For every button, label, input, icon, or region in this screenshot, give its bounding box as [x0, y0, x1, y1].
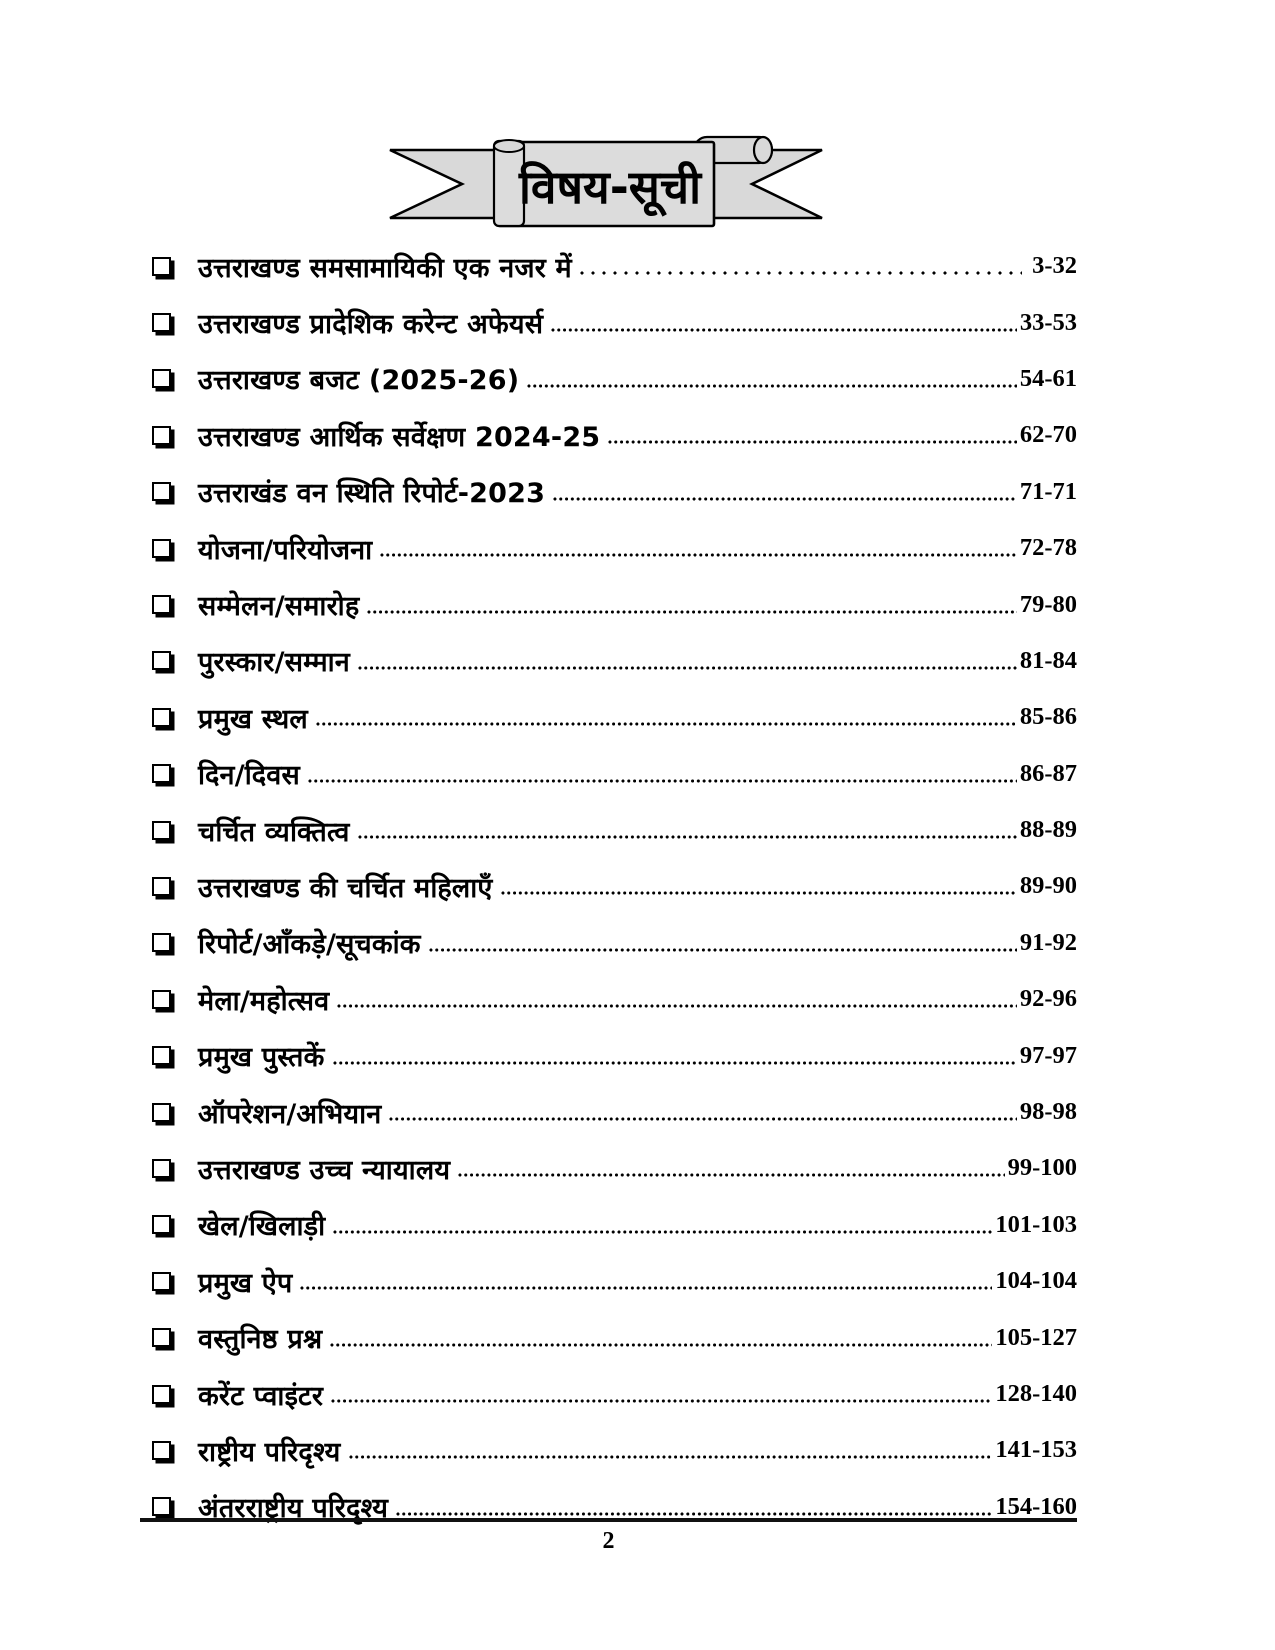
dotted-leader	[429, 928, 1017, 958]
dotted-leader	[389, 1097, 1016, 1127]
toc-row	[150, 1027, 1077, 1083]
toc-item-title: उत्तराखण्ड समसामायिकी एक नजर में	[198, 252, 572, 284]
toc-row	[150, 915, 1077, 971]
checkbox-bullet-icon	[152, 539, 171, 558]
toc-item-pages: 33-53	[1019, 308, 1077, 336]
dotted-leader	[580, 251, 1022, 281]
toc-row	[150, 971, 1077, 1027]
dotted-leader	[501, 871, 1017, 901]
toc-item-title: पुरस्कार/सम्मान	[198, 647, 350, 679]
dotted-leader	[333, 1210, 992, 1240]
toc-list	[150, 238, 1077, 1535]
dotted-leader	[337, 984, 1016, 1014]
toc-row	[150, 294, 1077, 350]
checkbox-bullet-icon	[152, 1103, 171, 1122]
toc-row	[150, 858, 1077, 914]
toc-item-title: रिपोर्ट/आँकड़े/सूचकांक	[198, 929, 421, 961]
toc-item-pages: 72-78	[1019, 534, 1077, 562]
toc-item-pages: 86-87	[1019, 759, 1077, 787]
toc-row	[150, 1140, 1077, 1196]
checkbox-bullet-icon	[152, 651, 171, 670]
toc-row	[150, 1197, 1077, 1253]
toc-item-title: उत्तराखण्ड प्रादेशिक करेन्ट अफेयर्स	[198, 309, 544, 341]
toc-item-title: वस्तुनिष्ठ प्रश्न	[198, 1324, 323, 1356]
ribbon-banner-icon	[386, 126, 826, 232]
toc-item-title: मेला/महोत्सव	[198, 985, 330, 1017]
toc-item-pages: 85-86	[1019, 703, 1077, 731]
toc-item-pages: 154-160	[995, 1492, 1077, 1520]
toc-item-pages: 101-103	[995, 1210, 1077, 1238]
footer-rule	[140, 1518, 1077, 1555]
toc-item-title: सम्मेलन/समारोह	[198, 591, 360, 623]
checkbox-bullet-icon	[152, 933, 171, 952]
toc-item-pages: 97-97	[1019, 1041, 1077, 1069]
checkbox-bullet-icon	[152, 1046, 171, 1065]
toc-row	[150, 1422, 1077, 1478]
dotted-leader	[331, 1379, 992, 1409]
toc-item-title: उत्तराखण्ड की चर्चित महिलाएँ	[198, 872, 493, 904]
toc-item-pages: 81-84	[1019, 646, 1077, 674]
toc-row	[150, 1253, 1077, 1309]
checkbox-bullet-icon	[152, 257, 171, 276]
toc-row	[150, 1084, 1077, 1140]
dotted-leader	[308, 759, 1017, 789]
toc-item-title: उत्तराखण्ड आर्थिक सर्वेक्षण 2024-25	[198, 421, 601, 453]
toc-row	[150, 1366, 1077, 1422]
toc-item-pages: 88-89	[1019, 816, 1077, 844]
dotted-leader	[358, 646, 1017, 676]
checkbox-bullet-icon	[152, 877, 171, 896]
checkbox-bullet-icon	[152, 1272, 171, 1291]
dotted-leader	[333, 1041, 1017, 1071]
dotted-leader	[367, 590, 1016, 620]
toc-row	[150, 520, 1077, 576]
toc-row	[150, 1309, 1077, 1365]
title-banner	[386, 126, 826, 232]
toc-row	[150, 633, 1077, 689]
toc-item-pages: 54-61	[1019, 364, 1077, 392]
toc-item-pages: 98-98	[1019, 1098, 1077, 1126]
dotted-leader	[551, 308, 1017, 338]
toc-item-pages: 92-96	[1019, 985, 1077, 1013]
toc-item-title: करेंट प्वाइंटर	[198, 1380, 324, 1412]
toc-item-title: राष्ट्रीय परिदृश्य	[198, 1436, 341, 1468]
toc-item-title: प्रमुख पुस्तकें	[198, 1042, 325, 1074]
checkbox-bullet-icon	[152, 821, 171, 840]
checkbox-bullet-icon	[152, 426, 171, 445]
dotted-leader	[349, 1435, 993, 1465]
toc-item-title: उत्तराखंड वन स्थिति रिपोर्ट-2023	[198, 478, 546, 510]
toc-item-pages: 79-80	[1019, 590, 1077, 618]
toc-row	[150, 238, 1077, 294]
checkbox-bullet-icon	[152, 1159, 171, 1178]
toc-row	[150, 802, 1077, 858]
checkbox-bullet-icon	[152, 313, 171, 332]
toc-item-pages: 105-127	[995, 1323, 1077, 1351]
toc-row	[150, 407, 1077, 463]
toc-item-pages: 91-92	[1019, 928, 1077, 956]
toc-item-title: अंतरराष्ट्रीय परिदृश्य	[198, 1493, 389, 1525]
dotted-leader	[358, 815, 1017, 845]
page-title: विषय-सूची	[518, 160, 702, 214]
toc-item-pages: 89-90	[1019, 872, 1077, 900]
checkbox-bullet-icon	[152, 482, 171, 501]
toc-row	[150, 689, 1077, 745]
toc-item-pages: 128-140	[995, 1380, 1077, 1407]
toc-item-title: प्रमुख स्थल	[198, 703, 308, 735]
toc-row	[150, 351, 1077, 407]
checkbox-bullet-icon	[152, 595, 171, 614]
checkbox-bullet-icon	[152, 764, 171, 783]
dotted-leader	[300, 1266, 992, 1296]
dotted-leader	[527, 364, 1017, 394]
toc-row	[150, 576, 1077, 632]
toc-item-title: दिन/दिवस	[198, 760, 300, 792]
toc-item-pages: 141-153	[995, 1436, 1077, 1464]
dotted-leader	[458, 1153, 1004, 1183]
page-number: 2	[602, 1528, 615, 1554]
toc-item-pages: 104-104	[995, 1267, 1077, 1295]
toc-item-pages: 3-32	[1032, 252, 1077, 280]
checkbox-bullet-icon	[152, 708, 171, 727]
toc-item-title: उत्तराखण्ड बजट (2025-26)	[198, 365, 520, 397]
toc-item-title: ऑपरेशन/अभियान	[198, 1098, 382, 1130]
toc-row	[150, 746, 1077, 802]
toc-item-title: खेल/खिलाड़ी	[198, 1211, 326, 1243]
checkbox-bullet-icon	[152, 1441, 171, 1460]
dotted-leader	[553, 477, 1017, 507]
toc-item-title: योजना/परियोजना	[198, 534, 373, 566]
toc-item-pages: 99-100	[1007, 1154, 1077, 1182]
checkbox-bullet-icon	[152, 990, 171, 1009]
checkbox-bullet-icon	[152, 1328, 171, 1347]
toc-item-title: उत्तराखण्ड उच्च न्यायालय	[198, 1154, 451, 1186]
checkbox-bullet-icon	[152, 1497, 171, 1516]
toc-item-pages: 71-71	[1019, 477, 1077, 505]
toc-item-title: चर्चित व्यक्तित्व	[198, 816, 350, 848]
checkbox-bullet-icon	[152, 369, 171, 388]
dotted-leader	[380, 533, 1016, 563]
toc-item-pages: 62-70	[1019, 421, 1077, 449]
dotted-leader	[330, 1323, 992, 1353]
toc-row	[150, 464, 1077, 520]
dotted-leader	[608, 420, 1017, 450]
dotted-leader	[316, 702, 1017, 732]
toc-item-title: प्रमुख ऐप	[198, 1267, 293, 1299]
checkbox-bullet-icon	[152, 1215, 171, 1234]
checkbox-bullet-icon	[152, 1385, 171, 1404]
